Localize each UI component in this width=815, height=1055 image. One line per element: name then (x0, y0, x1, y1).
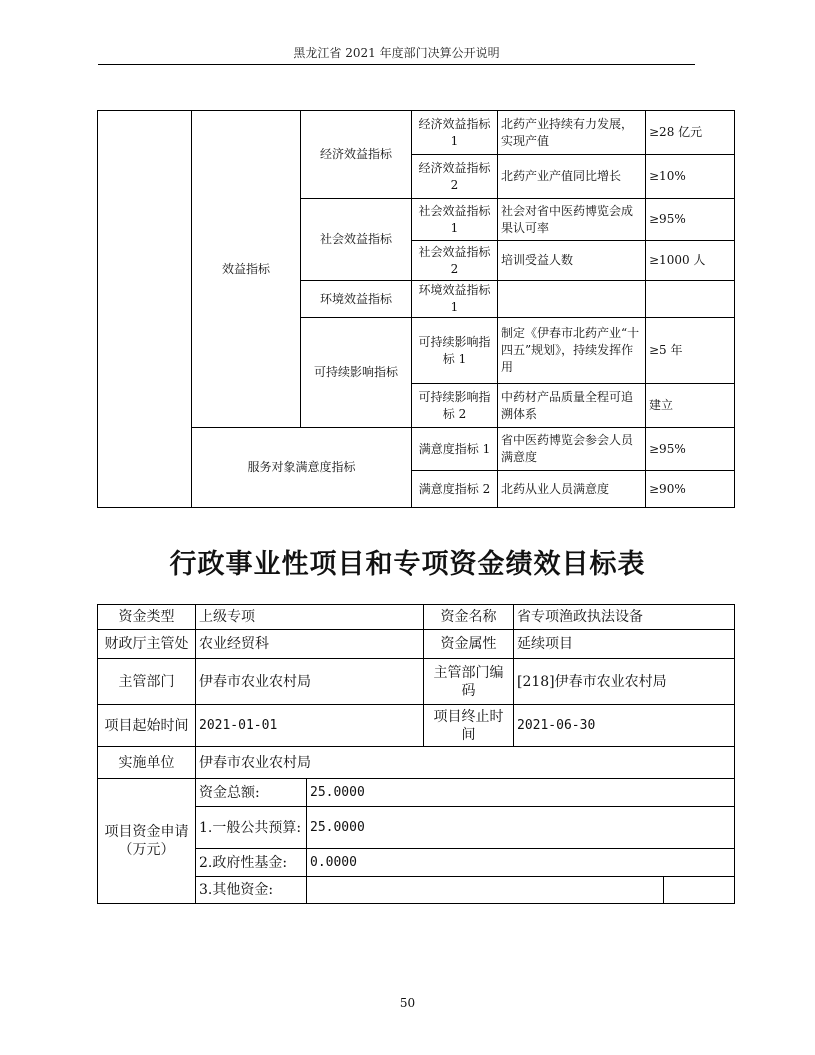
section-title: 行政事业性项目和专项资金绩效目标表 (169, 549, 646, 580)
indicator-value: ≥10% (646, 155, 735, 199)
funding-row-label: 3.其他资金: (196, 877, 307, 904)
indicator-value: ≥95% (646, 428, 735, 471)
admin-label: 主管部门 (98, 659, 196, 705)
indicator-name: 社会效益指标 2 (412, 241, 498, 281)
level1-cell (98, 111, 192, 508)
fund-attr-label: 资金属性 (424, 630, 514, 659)
funding-row-extra (664, 877, 735, 904)
indicator-name: 经济效益指标 1 (412, 111, 498, 155)
fund-type-value: 上级专项 (196, 605, 424, 630)
level2-cell: 效益指标 (192, 111, 301, 428)
impl-label: 实施单位 (98, 747, 196, 779)
fund-attr-value: 延续项目 (514, 630, 735, 659)
group-name: 可持续影响指标 (301, 318, 412, 428)
end-label: 项目终止时间 (424, 705, 514, 747)
indicator-name: 环境效益指标 1 (412, 281, 498, 318)
dept-label: 财政厅主管处 (98, 630, 196, 659)
indicator-content: 制定《伊春市北药产业“十四五”规划》，持续发挥作用 (498, 318, 646, 384)
indicator-content (498, 281, 646, 318)
funding-row-label: 资金总额: (196, 779, 307, 807)
funding-row-value: 25.0000 (307, 807, 735, 849)
indicator-value: ≥28 亿元 (646, 111, 735, 155)
funding-row-label: 2.政府性基金: (196, 849, 307, 877)
indicator-name: 可持续影响指标 2 (412, 384, 498, 428)
indicator-value: ≥5 年 (646, 318, 735, 384)
indicator-value: 建立 (646, 384, 735, 428)
impl-value: 伊春市农业农村局 (196, 747, 735, 779)
dept-value: 农业经贸科 (196, 630, 424, 659)
indicator-content: 北药从业人员满意度 (498, 471, 646, 508)
indicator-value: ≥90% (646, 471, 735, 508)
funding-label: 项目资金申请（万元） (98, 779, 196, 904)
indicator-content: 北药产业持续有力发展，实现产值 (498, 111, 646, 155)
indicator-table (97, 110, 735, 508)
group-name: 经济效益指标 (301, 111, 412, 199)
indicator-value (646, 281, 735, 318)
indicator-name: 经济效益指标 2 (412, 155, 498, 199)
page-number: 50 (399, 996, 416, 1010)
start-value: 2021-01-01 (196, 705, 424, 747)
fund-type-label: 资金类型 (98, 605, 196, 630)
indicator-content: 省中医药博览会参会人员满意度 (498, 428, 646, 471)
funding-row-value (307, 877, 664, 904)
admin-value: 伊春市农业农村局 (196, 659, 424, 705)
indicator-name: 满意度指标 1 (412, 428, 498, 471)
indicator-content: 中药材产品质量全程可追溯体系 (498, 384, 646, 428)
group-name: 环境效益指标 (301, 281, 412, 318)
funding-row-value: 25.0000 (307, 779, 735, 807)
group-name: 社会效益指标 (301, 199, 412, 281)
indicator-content: 北药产业产值同比增长 (498, 155, 646, 199)
funding-row-value: 0.0000 (307, 849, 735, 877)
fund-name-value: 省专项渔政执法设备 (514, 605, 735, 630)
satisfaction-group-name: 服务对象满意度指标 (192, 428, 412, 508)
indicator-name: 社会效益指标 1 (412, 199, 498, 241)
fund-name-label: 资金名称 (424, 605, 514, 630)
indicator-name: 可持续影响指标 1 (412, 318, 498, 384)
start-label: 项目起始时间 (98, 705, 196, 747)
project-table (97, 604, 735, 904)
header-rule (98, 64, 695, 65)
end-value: 2021-06-30 (514, 705, 735, 747)
indicator-content: 培训受益人数 (498, 241, 646, 281)
indicator-name: 满意度指标 2 (412, 471, 498, 508)
indicator-content: 社会对省中医药博览会成果认可率 (498, 199, 646, 241)
admin-code-value: [218]伊春市农业农村局 (514, 659, 735, 705)
funding-row-label: 1.一般公共预算: (196, 807, 307, 849)
indicator-value: ≥95% (646, 199, 735, 241)
page-header: 黑龙江省 2021 年度部门决算公开说明 (293, 46, 500, 60)
admin-code-label: 主管部门编码 (424, 659, 514, 705)
indicator-value: ≥1000 人 (646, 241, 735, 281)
